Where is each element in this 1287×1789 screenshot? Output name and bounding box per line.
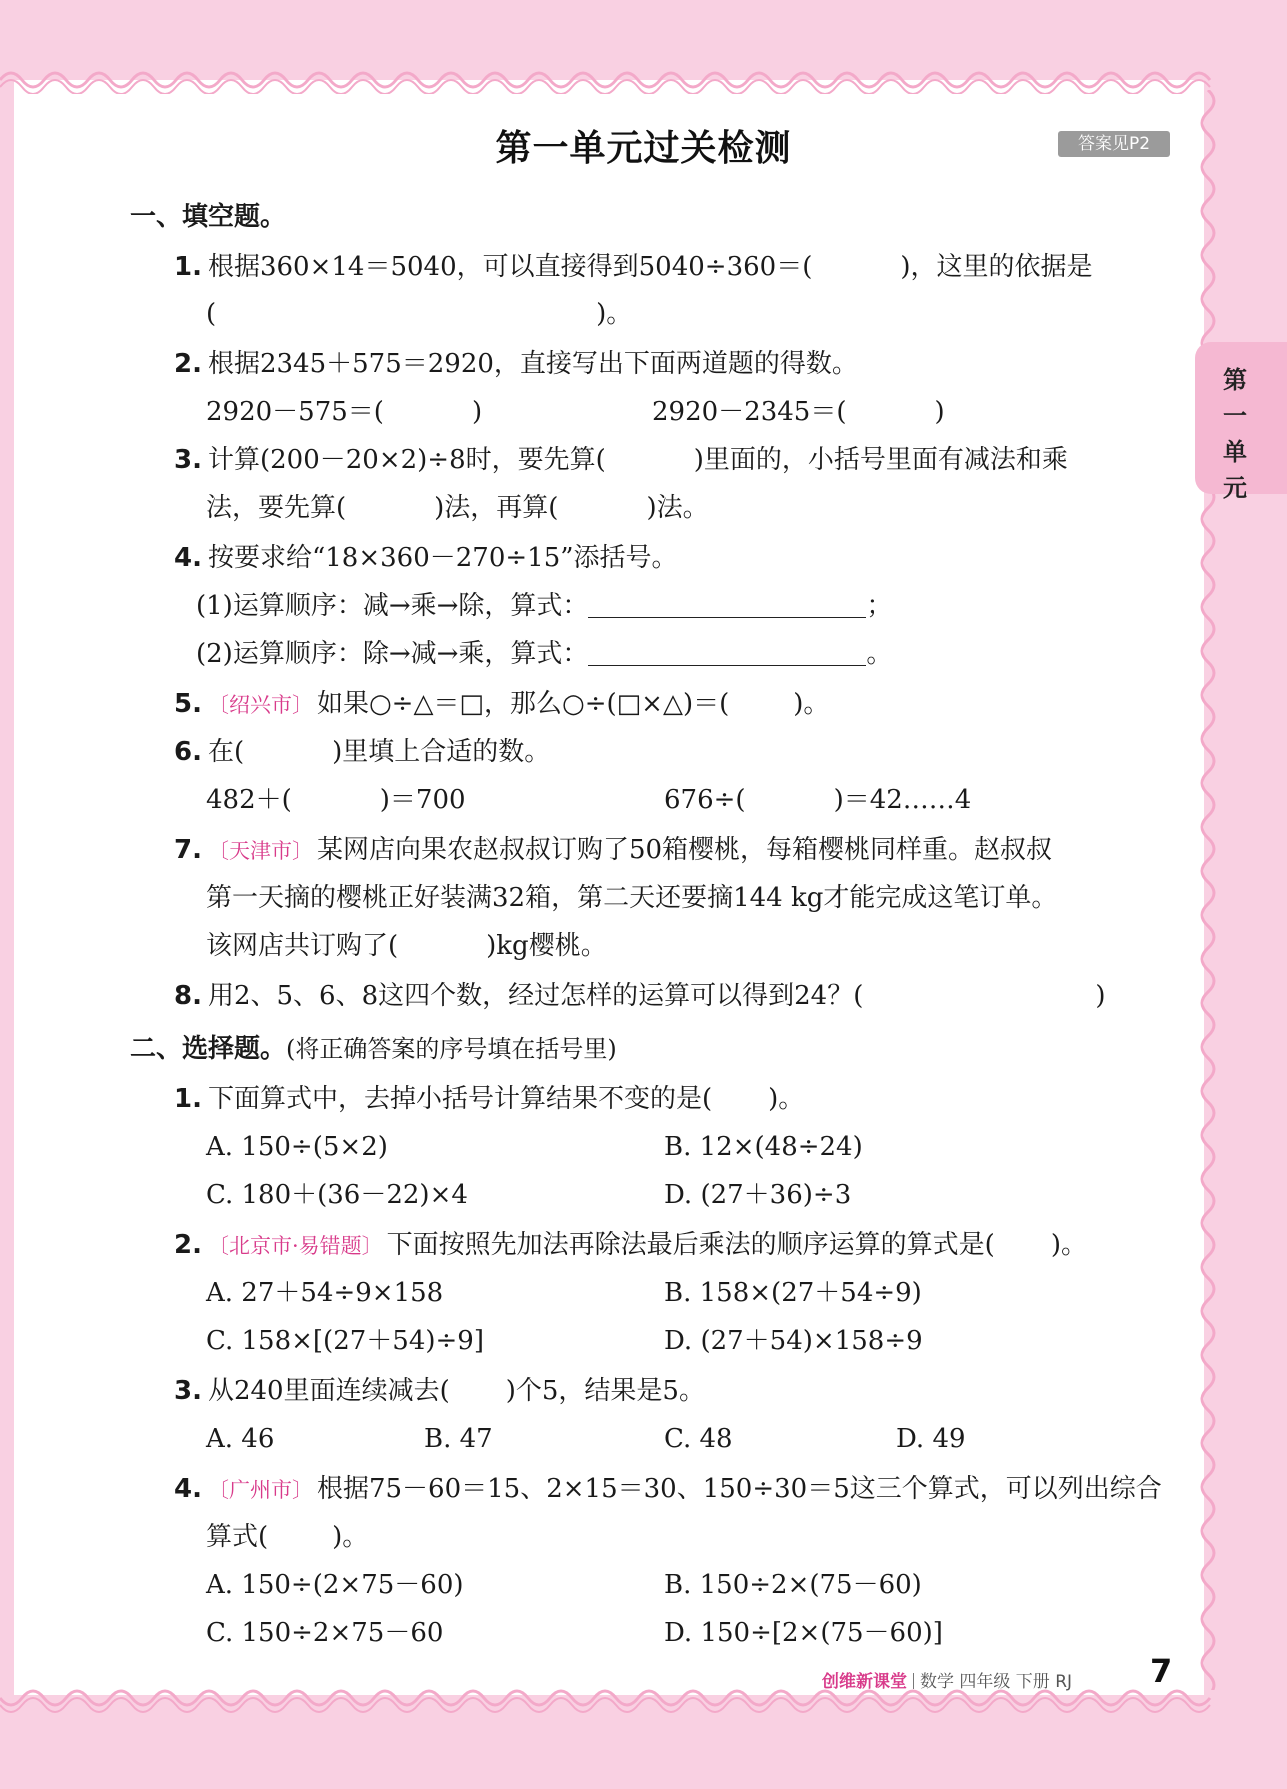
- q5-text-b: )。: [793, 689, 830, 719]
- mc-q4-text-l2a: 算式(: [206, 1522, 269, 1552]
- mc-q4-text-l2b: )。: [332, 1522, 369, 1552]
- q7-line3: [206, 929, 607, 963]
- q6-expr1-a: 482＋(: [206, 785, 292, 815]
- q1-text-c: (: [206, 299, 217, 329]
- footer-info: 数学 四年级 下册 RJ: [920, 1672, 1073, 1692]
- q7-line1: [174, 833, 1052, 868]
- q2-expr1: [206, 395, 482, 429]
- mc-q4-text-l1: 根据75－60＝15、2×15＝30、150÷30＝5这三个算式，可以列出综合: [316, 1474, 1162, 1504]
- q2-number: 2.: [174, 349, 202, 379]
- q5-line: [174, 687, 829, 722]
- mc-q1-option-b[interactable]: B. 12×(48÷24): [664, 1132, 863, 1162]
- wave-border-bottom: [0, 1688, 1287, 1722]
- q8-number: 8.: [174, 981, 202, 1011]
- mc-q2-option-b[interactable]: B. 158×(27＋54÷9): [664, 1278, 922, 1308]
- q6-expr2: [664, 783, 971, 817]
- q6-number: 6.: [174, 737, 202, 767]
- q7-number: 7.: [174, 835, 202, 865]
- q8-text-a: 用2、5、6、8这四个数，经过怎样的运算可以得到24？(: [207, 981, 864, 1011]
- q7-text-l3a: 该网店共订购了(: [206, 931, 399, 961]
- q4-text: 按要求给“18×360－270÷15”添括号。: [207, 543, 678, 573]
- q4-number: 4.: [174, 543, 202, 573]
- footer-brand: 创维新课堂: [822, 1672, 907, 1692]
- q2-expr2-b: ): [934, 397, 945, 427]
- q3-text-d: )法，再算(: [434, 493, 559, 523]
- section-2-title: 二、选择题。: [130, 1034, 287, 1064]
- q6-expr1-b: )＝700: [379, 785, 466, 815]
- mc-q3-option-a[interactable]: A. 46: [206, 1424, 275, 1454]
- q1-text-b: )，这里的依据是: [900, 252, 1093, 282]
- q6-expr2-a: 676÷(: [664, 785, 746, 815]
- q3-text-c: 法，要先算(: [206, 493, 347, 523]
- q4-sub2: [196, 637, 892, 671]
- mc-q4-option-b[interactable]: B. 150÷2×(75－60): [664, 1570, 922, 1600]
- mc-q3-text-b: )个5，结果是5。: [505, 1376, 705, 1406]
- q3-line2: [206, 491, 709, 525]
- q1-line2: [206, 297, 632, 331]
- mc-q1-line: [174, 1082, 804, 1116]
- mc-q3-line: [174, 1374, 705, 1408]
- mc-q3-option-d[interactable]: D. 49: [896, 1424, 966, 1454]
- q4-sub2-text: (2)运算顺序：除→减→乘，算式：: [196, 639, 589, 669]
- unit-side-tab-label: 第 一 单 元: [1223, 366, 1247, 502]
- page-footer: [822, 1667, 1072, 1692]
- q6-line1: [174, 735, 550, 769]
- q7-text-l1: 某网店向果农赵叔叔订购了50箱樱桃，每箱樱桃同样重。赵叔叔: [316, 835, 1053, 865]
- mc-q4-line2: [206, 1520, 368, 1554]
- q7-text-l3b: )kg樱桃。: [486, 931, 607, 961]
- unit-side-tab: [1195, 342, 1287, 502]
- mc-q3-option-b[interactable]: B. 47: [424, 1424, 493, 1454]
- mc-q2-option-a[interactable]: A. 27＋54÷9×158: [206, 1278, 444, 1308]
- q4-line1: [174, 541, 678, 575]
- page-title: 第一单元过关检测: [495, 128, 792, 169]
- q1-number: 1.: [174, 252, 202, 282]
- mc-q1-text-a: 下面算式中，去掉小括号计算结果不变的是(: [207, 1084, 713, 1114]
- mc-q2-line: [174, 1228, 1087, 1263]
- q6-text-b: )里填上合适的数。: [332, 737, 551, 767]
- q2-expr2: [652, 395, 945, 429]
- q7-source-tag: 〔天津市〕: [207, 839, 313, 863]
- section-2-note: (将正确答案的序号填在括号里): [286, 1035, 617, 1063]
- mc-q4-line1: [174, 1472, 1162, 1507]
- q7-line2: 第一天摘的樱桃正好装满32箱，第二天还要摘144 kg才能完成这笔订单。: [206, 883, 1058, 913]
- q4-sub2-answer-line[interactable]: [588, 639, 866, 666]
- mc-q2-option-d[interactable]: D. (27＋54)×158÷9: [664, 1326, 923, 1356]
- q4-sub1: [196, 589, 892, 623]
- mc-q3-option-c[interactable]: C. 48: [664, 1424, 733, 1454]
- mc-q2-source-tag: 〔北京市·易错题〕: [207, 1234, 383, 1258]
- q6-expr1: [206, 783, 466, 817]
- q6-expr2-b: )＝42……4: [833, 785, 972, 815]
- q4-sub1-answer-line[interactable]: [588, 591, 866, 618]
- q3-line1: [174, 443, 1068, 477]
- mc-q2-text-a: 下面按照先加法再除法最后乘法的顺序运算的算式是(: [386, 1230, 995, 1260]
- q3-number: 3.: [174, 445, 202, 475]
- q4-sub2-end: 。: [866, 639, 893, 669]
- q5-text-a: 如果○÷△＝□，那么○÷(□×△)＝(: [316, 689, 730, 719]
- footer-divider: [913, 1673, 914, 1689]
- mc-q2-text-b: )。: [1050, 1230, 1087, 1260]
- q2-text: 根据2345＋575＝2920，直接写出下面两道题的得数。: [207, 349, 858, 379]
- q1-line1: [174, 250, 1093, 284]
- mc-q1-option-a[interactable]: A. 150÷(5×2): [206, 1132, 388, 1162]
- mc-q3-text-a: 从240里面连续减去(: [207, 1376, 450, 1406]
- mc-q4-source-tag: 〔广州市〕: [207, 1478, 313, 1502]
- q2-expr1-b: ): [471, 397, 483, 427]
- q2-line1: [174, 347, 858, 381]
- wave-border-top: [0, 60, 1287, 94]
- section-1-heading: 一、填空题。: [130, 202, 287, 232]
- q2-expr1-a: 2920－575＝(: [206, 397, 384, 427]
- answer-reference-badge: 答案见P2: [1058, 131, 1170, 157]
- q5-source-tag: 〔绍兴市〕: [207, 693, 313, 717]
- wave-border-right: [1196, 90, 1230, 1690]
- mc-q4-number: 4.: [174, 1474, 202, 1504]
- q5-number: 5.: [174, 689, 202, 719]
- q6-text-a: 在(: [207, 737, 245, 767]
- mc-q4-option-d[interactable]: D. 150÷[2×(75－60)]: [664, 1618, 943, 1648]
- q3-text-b: )里面的，小括号里面有减法和乘: [693, 445, 1068, 475]
- q4-sub1-text: (1)运算顺序：减→乘→除，算式：: [196, 591, 589, 621]
- mc-q1-text-b: )。: [768, 1084, 805, 1114]
- mc-q2-option-c[interactable]: C. 158×[(27＋54)÷9]: [206, 1326, 484, 1356]
- q2-expr2-a: 2920－2345＝(: [652, 397, 847, 427]
- q8-text-b: ): [1095, 981, 1106, 1011]
- mc-q1-option-c[interactable]: C. 180＋(36－22)×4: [206, 1180, 468, 1210]
- q1-text-d: )。: [596, 299, 633, 329]
- q3-text-a: 计算(200－20×2)÷8时，要先算(: [207, 445, 606, 475]
- q8-line: [174, 979, 1106, 1013]
- mc-q4-option-a[interactable]: A. 150÷(2×75－60): [206, 1570, 464, 1600]
- mc-q1-number: 1.: [174, 1084, 202, 1114]
- q4-sub1-end: ；: [866, 591, 893, 621]
- q3-text-e: )法。: [646, 493, 709, 523]
- section-2-heading: [130, 1032, 617, 1066]
- mc-q4-option-c[interactable]: C. 150÷2×75－60: [206, 1618, 444, 1648]
- mc-q3-number: 3.: [174, 1376, 202, 1406]
- mc-q1-option-d[interactable]: D. (27＋36)÷3: [664, 1180, 852, 1210]
- q1-text-a: 根据360×14＝5040，可以直接得到5040÷360＝(: [207, 252, 813, 282]
- page-number: 7: [1150, 1652, 1173, 1690]
- mc-q2-number: 2.: [174, 1230, 202, 1260]
